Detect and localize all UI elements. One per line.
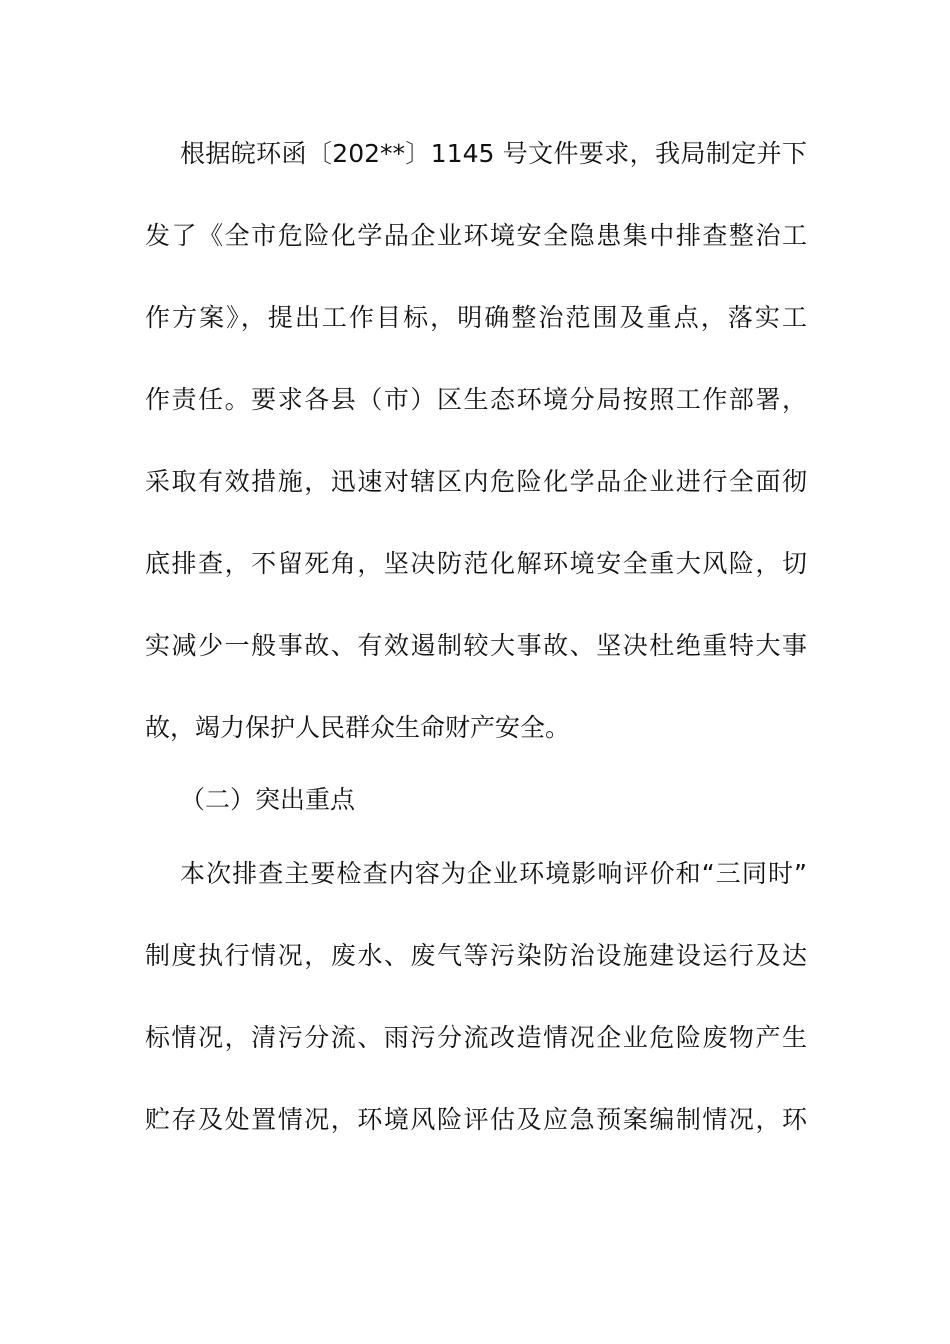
paragraph-1-line-2: 发了《全市危险化学品企业环境安全隐患集中排查整治工 bbox=[145, 221, 807, 250]
paragraph-2-line-4: 贮存及处置情况，环境风险评估及应急预案编制情况，环 bbox=[145, 1105, 807, 1134]
paragraph-2-line-1: 本次排查主要检查内容为企业环境影响评价和“三同时” bbox=[180, 859, 807, 888]
paragraph-2-line-2: 制度执行情况，废水、废气等污染防治设施建设运行及达 bbox=[145, 941, 807, 970]
paragraph-1-line-3: 作方案》，提出工作目标，明确整治范围及重点，落实工 bbox=[145, 303, 807, 332]
section-heading: （二）突出重点 bbox=[180, 785, 356, 814]
paragraph-1-line-7: 实减少一般事故、有效遏制较大事故、坚决杜绝重特大事 bbox=[145, 631, 807, 660]
paragraph-1-line-1: 根据皖环函〔202**〕1145 号文件要求，我局制定并下 bbox=[180, 139, 807, 168]
paragraph-1-line-8: 故，竭力保护人民群众生命财产安全。 bbox=[145, 713, 571, 742]
paragraph-1-line-5: 采取有效措施，迅速对辖区内危险化学品企业进行全面彻 bbox=[145, 467, 807, 496]
paragraph-1-line-6: 底排查，不留死角，坚决防范化解环境安全重大风险，切 bbox=[145, 549, 807, 578]
paragraph-1-line-4: 作责任。要求各县（市）区生态环境分局按照工作部署， bbox=[145, 385, 807, 414]
paragraph-2-line-3: 标情况，清污分流、雨污分流改造情况企业危险废物产生 bbox=[145, 1023, 807, 1052]
